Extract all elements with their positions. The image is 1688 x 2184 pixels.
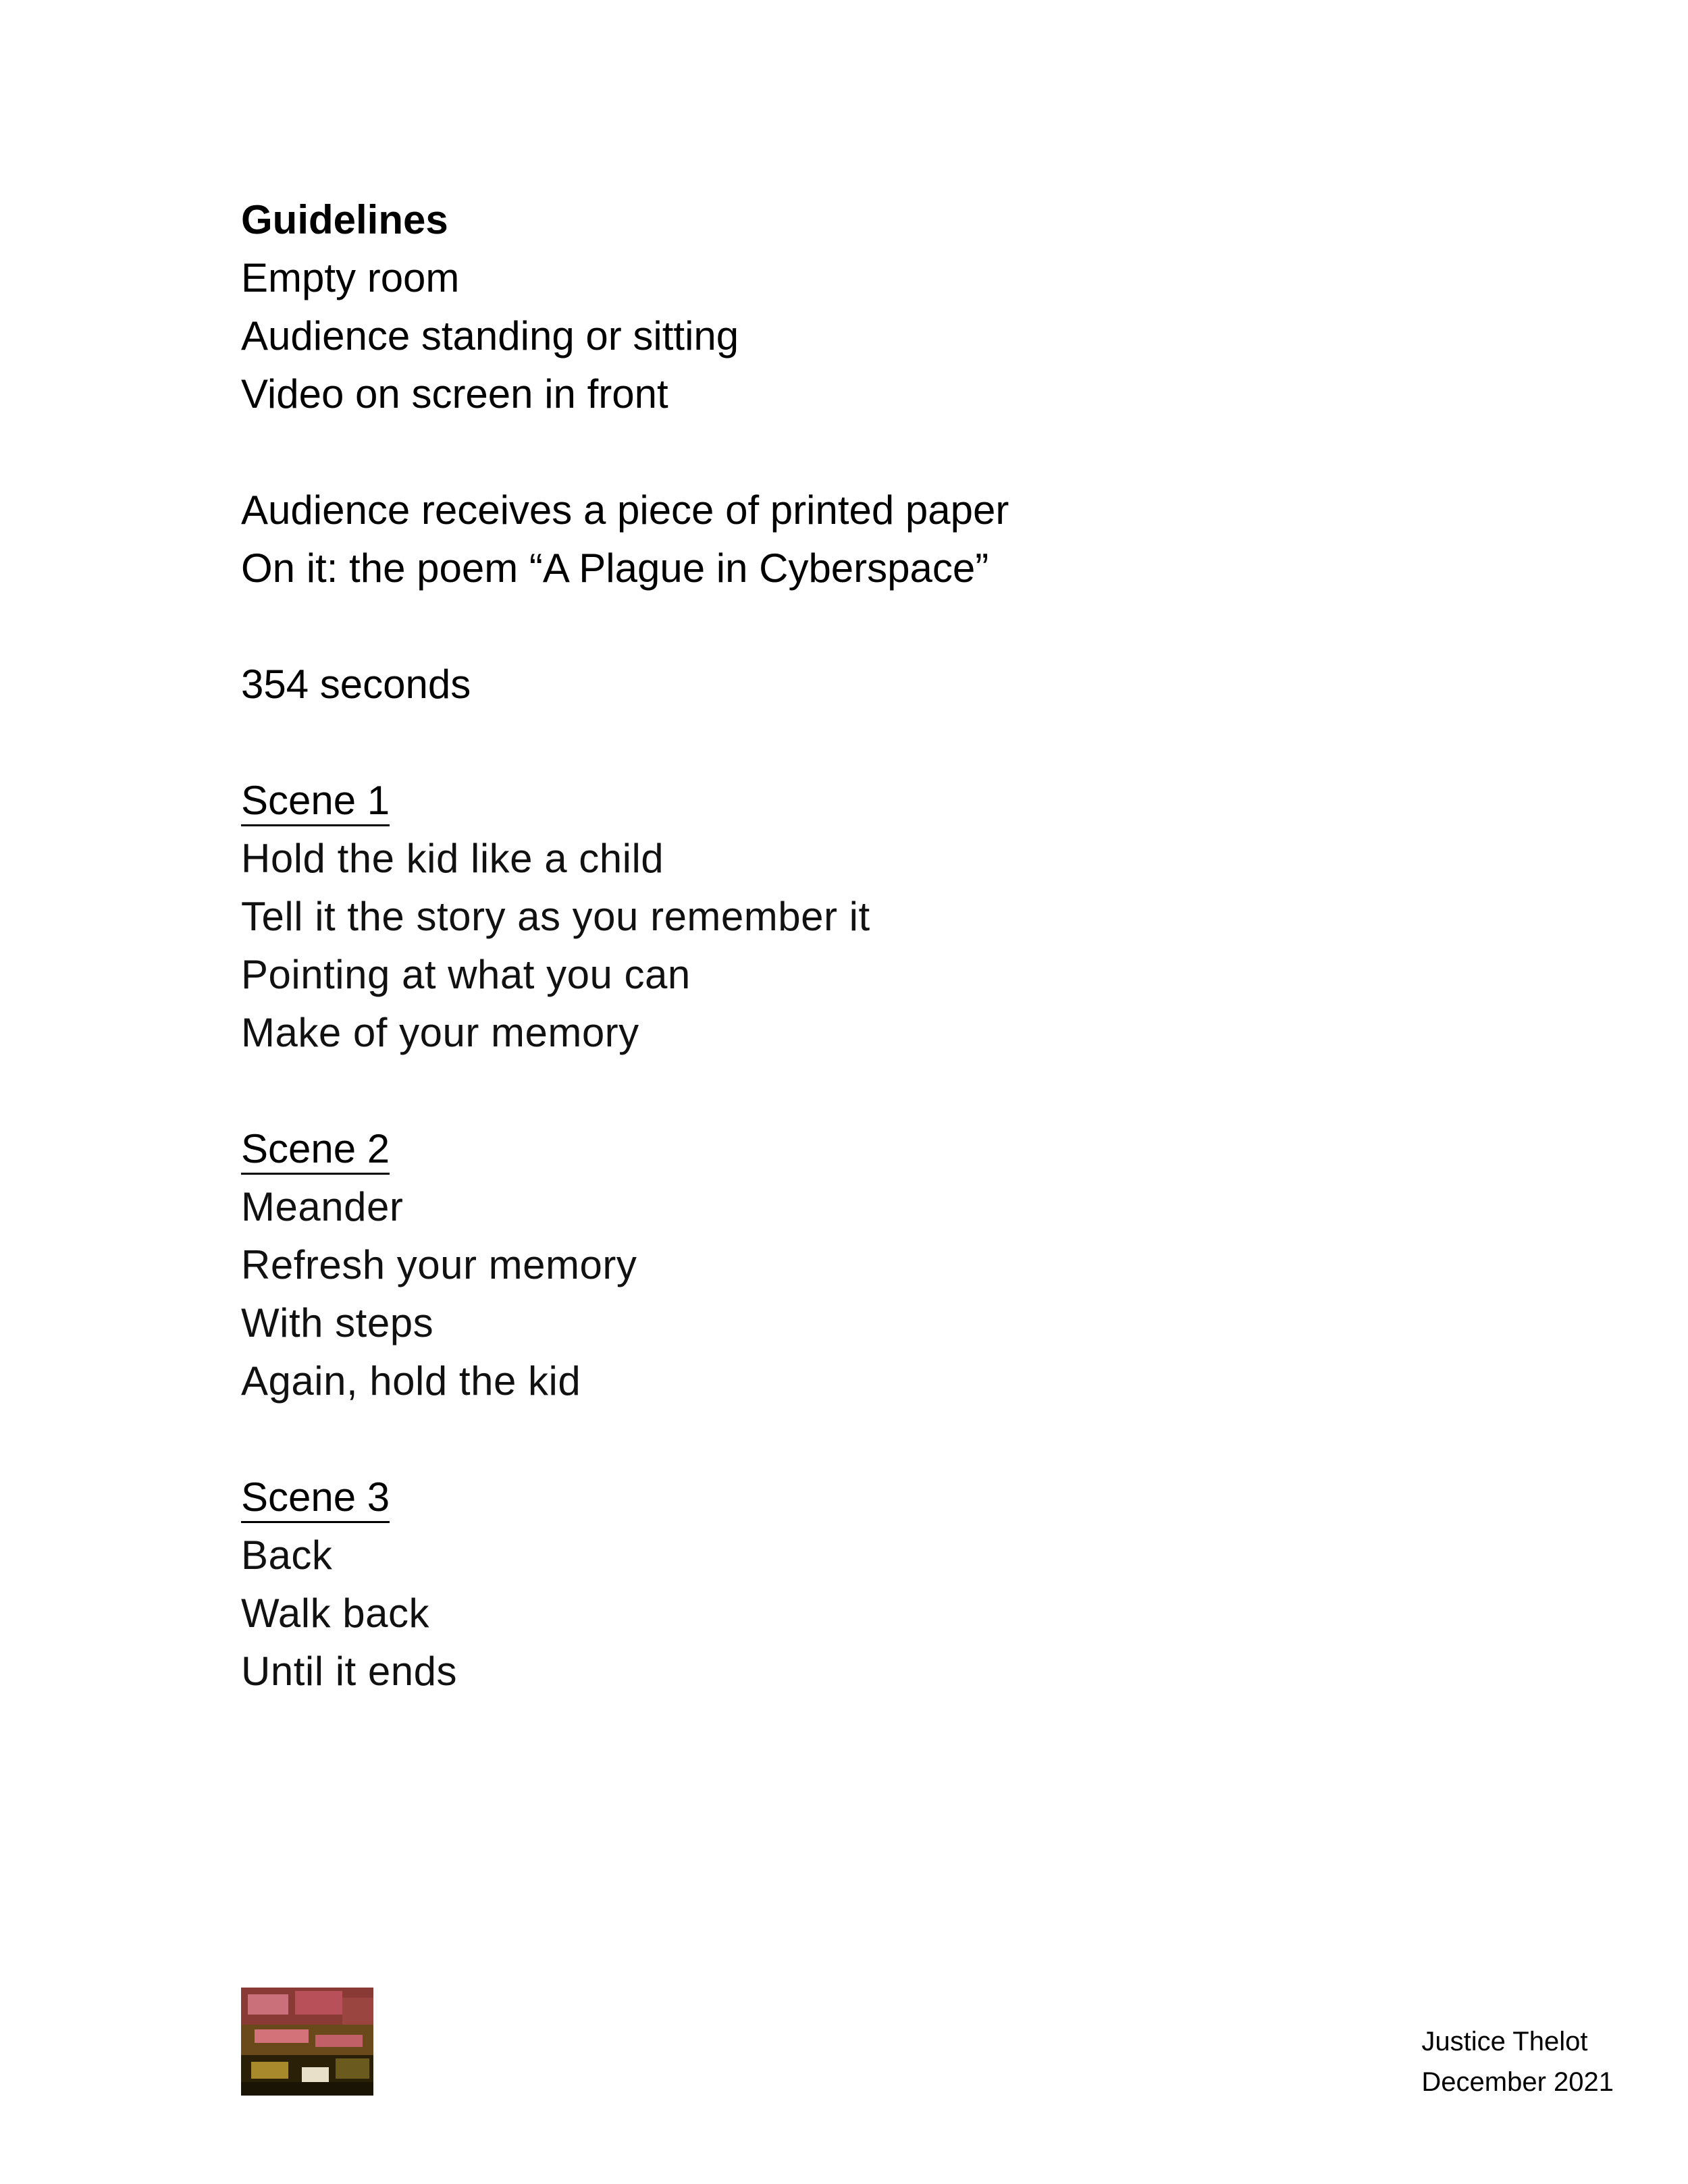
scene-2-section xyxy=(241,1120,1389,1410)
guideline-line: Audience standing or sitting xyxy=(241,313,739,358)
scene-heading: Scene 1 xyxy=(241,777,390,826)
handout-line: On it: the poem “A Plague in Cyberspace” xyxy=(241,545,989,591)
scene-line: Walk back xyxy=(241,1591,430,1636)
scene-line: Make of your memory xyxy=(241,1010,639,1055)
scene-line: Hold the kid like a child xyxy=(241,836,664,881)
scene-line: Meander xyxy=(241,1184,404,1229)
author-signature-block xyxy=(1421,2021,1614,2102)
handout-section xyxy=(241,481,1389,597)
spacer xyxy=(241,1062,1389,1120)
scene-3-section xyxy=(241,1468,1389,1701)
video-still-thumbnail xyxy=(241,1988,373,2096)
spacer xyxy=(241,714,1389,772)
scene-heading: Scene 2 xyxy=(241,1125,390,1175)
scene-1-section xyxy=(241,772,1389,1062)
guideline-line: Video on screen in front xyxy=(241,371,668,417)
duration-text: 354 seconds xyxy=(241,662,471,707)
guideline-line: Empty room xyxy=(241,255,460,300)
document-date: December 2021 xyxy=(1421,2067,1614,2097)
scene-line: Again, hold the kid xyxy=(241,1358,581,1404)
spacer xyxy=(241,423,1389,481)
scene-heading: Scene 3 xyxy=(241,1474,390,1523)
document-body xyxy=(241,191,1389,1701)
author-name: Justice Thelot xyxy=(1421,2027,1588,2056)
guidelines-section xyxy=(241,191,1389,423)
scene-line: Refresh your memory xyxy=(241,1242,637,1287)
scene-line: Pointing at what you can xyxy=(241,952,691,997)
spacer xyxy=(241,1410,1389,1468)
scene-line: With steps xyxy=(241,1300,434,1346)
scene-line: Until it ends xyxy=(241,1649,457,1694)
scene-line: Tell it the story as you remember it xyxy=(241,894,870,939)
scene-line: Back xyxy=(241,1533,333,1578)
handout-line: Audience receives a piece of printed paper xyxy=(241,487,1009,533)
guidelines-heading: Guidelines xyxy=(241,197,448,242)
spacer xyxy=(241,597,1389,656)
